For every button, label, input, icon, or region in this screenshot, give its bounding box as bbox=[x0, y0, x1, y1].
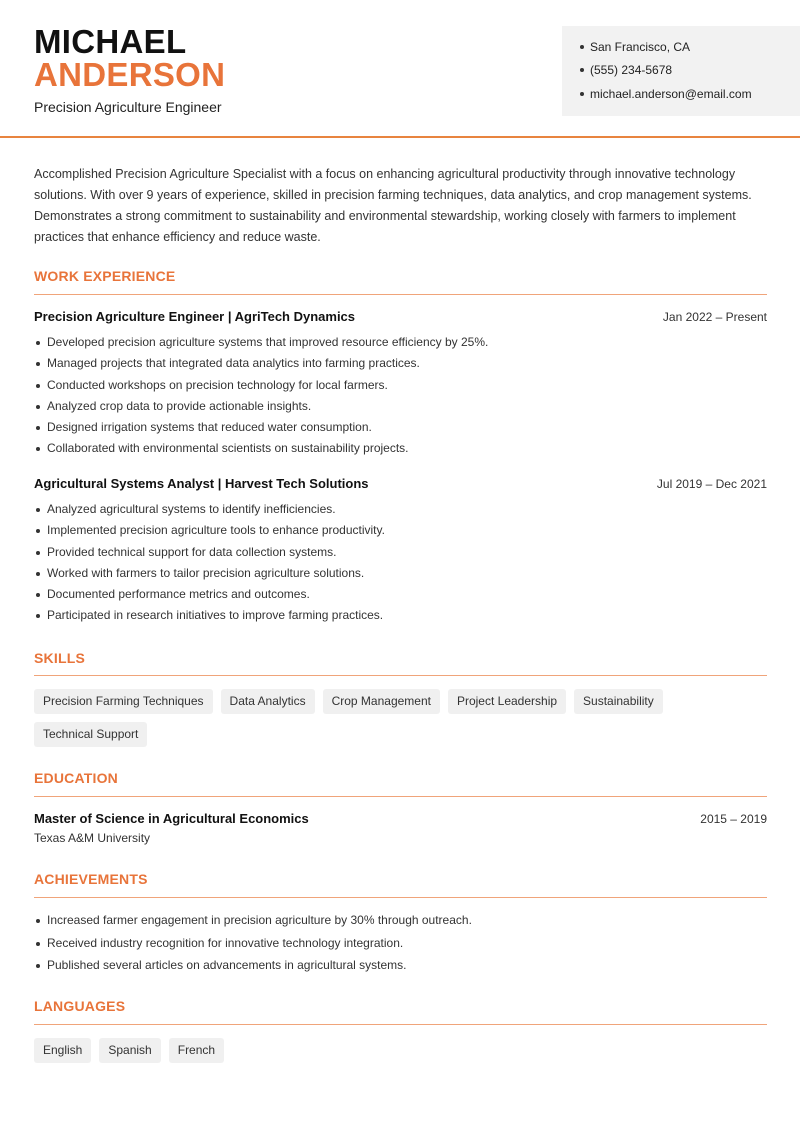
list-item: Received industry recognition for innovative technology integration. bbox=[34, 932, 767, 955]
list-item: Managed projects that integrated data analytics into farming practices. bbox=[34, 353, 767, 374]
contact-phone bbox=[580, 63, 672, 77]
job-header bbox=[34, 309, 767, 324]
skill-chip: Technical Support bbox=[34, 722, 147, 747]
skill-chip: Project Leadership bbox=[448, 689, 566, 714]
list-item: Documented performance metrics and outcomes. bbox=[34, 584, 767, 605]
list-item: Conducted workshops on precision technology for local farmers. bbox=[34, 375, 767, 396]
contact-location bbox=[580, 40, 690, 54]
skill-chip: Data Analytics bbox=[221, 689, 315, 714]
job-role: Precision Agriculture Engineer | AgriTech Dynamics bbox=[34, 309, 356, 324]
bullet-icon bbox=[580, 68, 584, 72]
achievements-heading: ACHIEVEMENTS bbox=[34, 871, 148, 887]
skills-heading: SKILLS bbox=[34, 650, 85, 666]
job-bullet-list bbox=[34, 499, 767, 627]
contact-email bbox=[580, 87, 752, 101]
list-item: Designed irrigation systems that reduced water consumption. bbox=[34, 417, 767, 438]
bullet-icon bbox=[580, 92, 584, 96]
education-heading: EDUCATION bbox=[34, 770, 118, 786]
skill-chip: Sustainability bbox=[574, 689, 663, 714]
contact-box bbox=[562, 26, 800, 116]
section-divider bbox=[34, 796, 767, 797]
job-dates: Jul 2019 – Dec 2021 bbox=[656, 477, 767, 491]
last-name: ANDERSON bbox=[34, 56, 226, 93]
languages-heading: LANGUAGES bbox=[34, 998, 126, 1014]
skills-list bbox=[34, 689, 767, 747]
list-item: Analyzed agricultural systems to identify inefficiencies. bbox=[34, 499, 767, 520]
section-divider bbox=[34, 294, 767, 295]
education-header bbox=[34, 811, 767, 826]
section-divider bbox=[34, 1024, 767, 1025]
work-experience-heading: WORK EXPERIENCE bbox=[34, 268, 176, 284]
school-name: Texas A&M University bbox=[34, 831, 151, 845]
resume-header bbox=[0, 0, 800, 138]
section-divider bbox=[34, 897, 767, 898]
languages-list bbox=[34, 1038, 767, 1063]
language-chip: French bbox=[169, 1038, 224, 1063]
location-text: San Francisco, CA bbox=[590, 40, 691, 54]
list-item: Provided technical support for data collection systems. bbox=[34, 542, 767, 563]
education-years: 2015 – 2019 bbox=[700, 812, 767, 826]
job-header bbox=[34, 476, 767, 491]
first-name: MICHAEL bbox=[34, 23, 187, 60]
section-divider bbox=[34, 675, 767, 676]
degree-title: Master of Science in Agricultural Economics bbox=[34, 811, 309, 826]
skill-chip: Crop Management bbox=[323, 689, 440, 714]
list-item: Implemented precision agriculture tools to enhance productivity. bbox=[34, 520, 767, 541]
job-role: Agricultural Systems Analyst | Harvest Tech Solutions bbox=[34, 476, 369, 491]
list-item: Developed precision agriculture systems that improved resource efficiency by 25%. bbox=[34, 332, 767, 353]
list-item: Analyzed crop data to provide actionable insights. bbox=[34, 396, 767, 417]
job-bullet-list bbox=[34, 332, 767, 460]
email-text: michael.anderson@email.com bbox=[590, 87, 752, 101]
list-item: Participated in research initiatives to improve farming practices. bbox=[34, 605, 767, 626]
language-chip: English bbox=[34, 1038, 91, 1063]
phone-text: (555) 234-5678 bbox=[590, 63, 673, 77]
bullet-icon bbox=[580, 45, 584, 49]
list-item: Collaborated with environmental scientists on sustainability projects. bbox=[34, 438, 767, 459]
list-item: Worked with farmers to tailor precision agriculture solutions. bbox=[34, 563, 767, 584]
list-item: Increased farmer engagement in precision agriculture by 30% through outreach. bbox=[34, 909, 767, 932]
achievements-list bbox=[34, 909, 767, 977]
language-chip: Spanish bbox=[99, 1038, 160, 1063]
job-title: Precision Agriculture Engineer bbox=[34, 99, 222, 115]
summary-paragraph: Accomplished Precision Agriculture Specialist with a focus on enhancing agricultural productivity through innovative technology solutions. With over 9 years of experience, skilled in precision farming techniques, data analytics, and crop management systems. Demonstrates a strong commitment to sustainability and environmental stewardship, working closely with farmers to implement practices that enhance efficiency and reduce waste. bbox=[34, 167, 752, 244]
skill-chip: Precision Farming Techniques bbox=[34, 689, 213, 714]
list-item: Published several articles on advancements in agricultural systems. bbox=[34, 954, 767, 977]
job-dates: Jan 2022 – Present bbox=[662, 310, 767, 324]
